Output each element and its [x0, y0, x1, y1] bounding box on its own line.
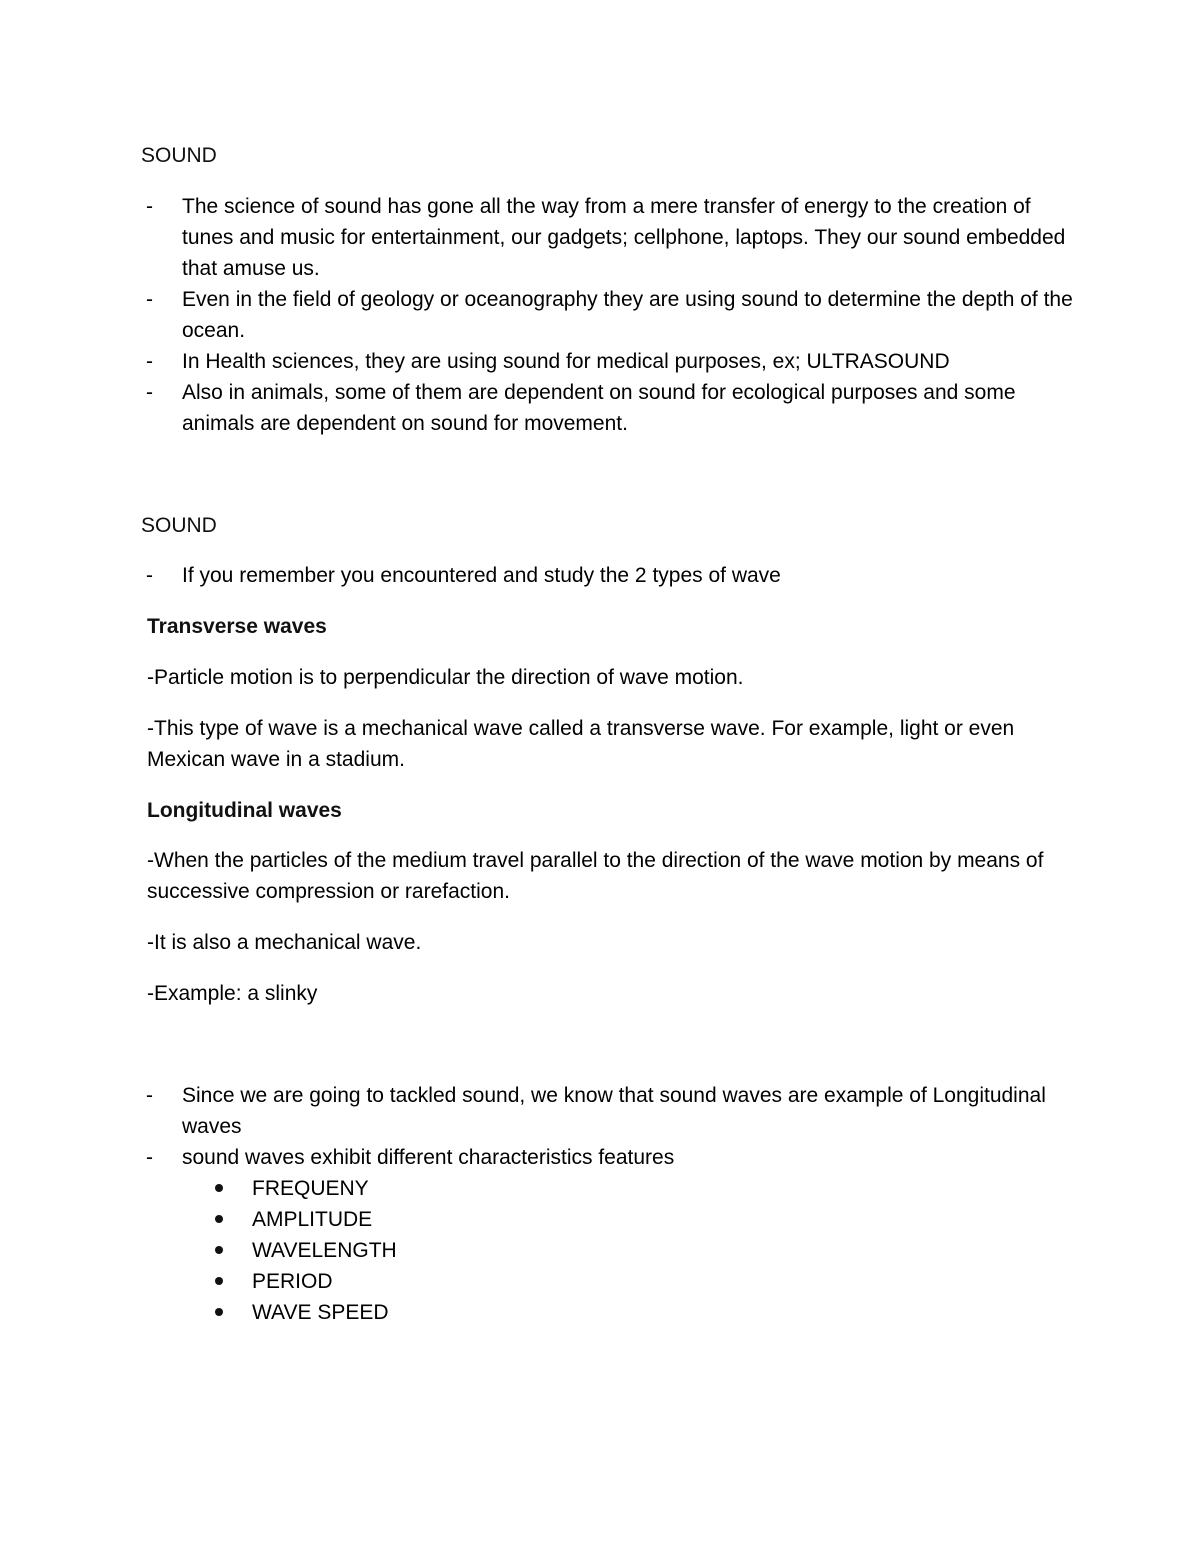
dash-marker: - — [146, 288, 153, 311]
section3-bullet-1: Since we are going to tackled sound, we know that sound waves are example of Longitudinal waves — [182, 1084, 1046, 1138]
longitudinal-line-1: -When the particles of the medium travel parallel to the direction of the wave motion by means of successive compression or rarefaction. — [147, 849, 1044, 903]
bullet-dot-icon — [215, 1308, 223, 1316]
transverse-heading: Transverse waves — [147, 615, 327, 638]
bullet-dot-icon — [215, 1277, 223, 1285]
longitudinal-line-2: -It is also a mechanical wave. — [147, 931, 422, 954]
feature-item: PERIOD — [252, 1270, 333, 1293]
section3-bullet-2: sound waves exhibit different characteristics features — [182, 1146, 675, 1169]
section1-bullet-1: The science of sound has gone all the way from a mere transfer of energy to the creation of tunes and music for entertainment, our gadgets; cellphone, laptops. They our sound embedded that amuse us. — [182, 195, 1066, 280]
dash-marker: - — [146, 381, 153, 404]
section1-bullet-3: In Health sciences, they are using sound for medical purposes, ex; ULTRASOUND — [182, 350, 950, 373]
dash-marker: - — [146, 564, 153, 587]
dash-marker: - — [146, 1146, 153, 1169]
longitudinal-heading: Longitudinal waves — [147, 799, 342, 822]
bullet-dot-icon — [215, 1246, 223, 1254]
bullet-dot-icon — [215, 1184, 223, 1192]
bullet-dot-icon — [215, 1215, 223, 1223]
section1-heading: SOUND — [141, 144, 217, 167]
feature-item: WAVELENGTH — [252, 1239, 397, 1262]
dash-marker: - — [146, 1084, 153, 1107]
dash-marker: - — [146, 350, 153, 373]
section1-bullet-2: Even in the field of geology or oceanography they are using sound to determine the depth of the ocean. — [182, 288, 1073, 342]
section2-heading: SOUND — [141, 514, 217, 537]
section2-bullet: If you remember you encountered and study the 2 types of wave — [182, 564, 781, 587]
transverse-line-2: -This type of wave is a mechanical wave called a transverse wave. For example, light or even Mexican wave in a stadium. — [147, 717, 1015, 771]
feature-item: AMPLITUDE — [252, 1208, 373, 1231]
longitudinal-line-3: -Example: a slinky — [147, 982, 318, 1005]
transverse-line-1: -Particle motion is to perpendicular the direction of wave motion. — [147, 666, 744, 689]
feature-item: FREQUENY — [252, 1177, 369, 1200]
section1-bullet-4: Also in animals, some of them are dependent on sound for ecological purposes and some animals are dependent on sound for movement. — [182, 381, 1016, 435]
feature-item: WAVE SPEED — [252, 1301, 389, 1324]
dash-marker: - — [146, 195, 153, 218]
